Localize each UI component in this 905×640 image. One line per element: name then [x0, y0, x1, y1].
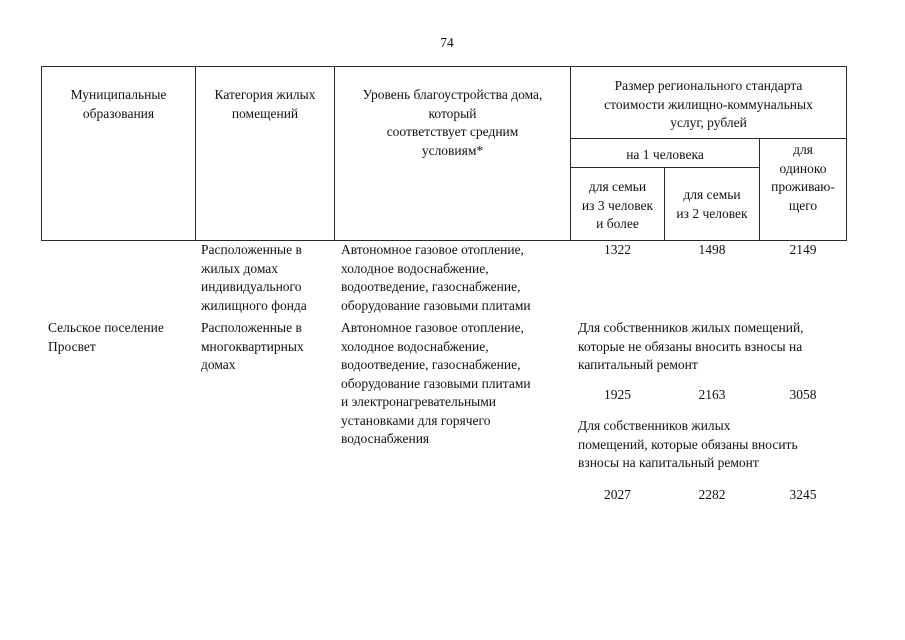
header-category-line: помещений [231, 105, 299, 121]
row2-note1-line: которые не обязаны вносить взносы на [578, 338, 803, 354]
row1-category-line: индивидуального [201, 279, 302, 294]
row1-category-line: жилых домах [201, 260, 279, 276]
header-single [760, 141, 846, 215]
row2-value2-family2: 2282 [698, 487, 726, 502]
row2-value2-family3: 2027 [604, 487, 631, 502]
header-improvement-line: условиям* [421, 142, 484, 158]
row2-value1-family3: 1925 [604, 387, 631, 402]
header-size-group-line: услуг, рублей [670, 115, 747, 130]
header-improvement-line: Уровень благоустройства дома, [362, 87, 543, 102]
header-single-line: проживаю- [771, 179, 835, 194]
row2-improvement [341, 319, 531, 449]
row2-note2-line: Для собственников жилых [578, 418, 731, 433]
row1-category-line: жилищного фонда [201, 297, 307, 313]
header-family2-line: для семьи [683, 187, 741, 202]
header-category-line: Категория жилых [214, 87, 316, 102]
row1-value-family3: 1322 [604, 242, 631, 257]
row1-value-family2: 1498 [698, 242, 726, 257]
table-right-border [846, 66, 847, 241]
row2-municipality-line: Сельское поселение [48, 320, 164, 335]
header-size-group [571, 77, 846, 133]
row1-category-line: Расположенные в [201, 242, 302, 257]
row2-improvement-line: установками для горячего [341, 412, 491, 428]
row1-improvement-line: холодное водоснабжение, [341, 260, 489, 276]
row2-value1-family2: 2163 [698, 387, 726, 402]
header-municipality-line: Муниципальные [70, 87, 167, 102]
row2-municipality-line: Просвет [48, 338, 96, 354]
header-single-line: одиноко [779, 160, 827, 176]
header-per-person: на 1 человека [626, 147, 704, 162]
row2-note2-line: взносы на капитальный ремонт [578, 455, 759, 470]
header-municipality-line: образования [82, 105, 155, 121]
row2-note2-line: помещений, которые обязаны вносить [578, 436, 798, 452]
header-improvement-line: который [428, 105, 477, 121]
row2-improvement-line: холодное водоснабжение, [341, 338, 489, 354]
row1-improvement-line: оборудование газовыми плитами [341, 297, 531, 313]
row2-category-line: Расположенные в [201, 320, 302, 335]
row2-improvement-line: Автономное газовое отопление, [341, 320, 524, 335]
row2-note1 [578, 319, 804, 375]
header-single-line: щего [788, 197, 818, 213]
row2-category-line: многоквартирных [201, 338, 304, 354]
row2-municipality [48, 319, 164, 356]
header-category [196, 86, 334, 123]
header-improvement [335, 86, 570, 160]
row1-improvement-line: водоотведение, газоснабжение, [341, 279, 521, 294]
header-size-group-line: Размер регионального стандарта [614, 78, 803, 93]
subheader-rule [571, 167, 760, 168]
header-family3-line: и более [596, 216, 639, 231]
header-family3-line: для семьи [588, 179, 647, 194]
row1-improvement [341, 241, 531, 315]
header-improvement-line: соответствует средним [386, 124, 519, 139]
size-group-rule [571, 138, 847, 139]
row2-improvement-line: оборудование газовыми плитами [341, 375, 531, 391]
header-family2 [665, 186, 759, 223]
row2-note1-line: капитальный ремонт [578, 357, 698, 372]
row1-category [201, 241, 307, 315]
row2-value2-single: 3245 [789, 487, 817, 502]
page-number: 74 [440, 35, 454, 50]
row2-improvement-line: водоснабжения [341, 431, 430, 446]
header-size-group-line: стоимости жилищно-коммунальных [604, 96, 813, 112]
row2-category-line: домах [201, 357, 236, 372]
table-top-border [41, 66, 847, 67]
row2-note2 [578, 417, 798, 473]
header-family2-line: из 2 человек [676, 205, 748, 221]
header-family3 [571, 178, 664, 234]
header-single-line: для [793, 142, 813, 157]
row2-improvement-line: и электронагревательными [341, 394, 497, 409]
row2-value1-single: 3058 [789, 387, 817, 402]
row2-note1-line: Для собственников жилых помещений, [578, 320, 804, 335]
row1-value-single: 2149 [789, 242, 817, 257]
row1-improvement-line: Автономное газовое отопление, [341, 242, 524, 257]
header-municipality [42, 86, 195, 123]
header-family3-line: из 3 человек [581, 197, 654, 213]
row2-category [201, 319, 304, 375]
row2-improvement-line: водоотведение, газоснабжение, [341, 357, 521, 372]
